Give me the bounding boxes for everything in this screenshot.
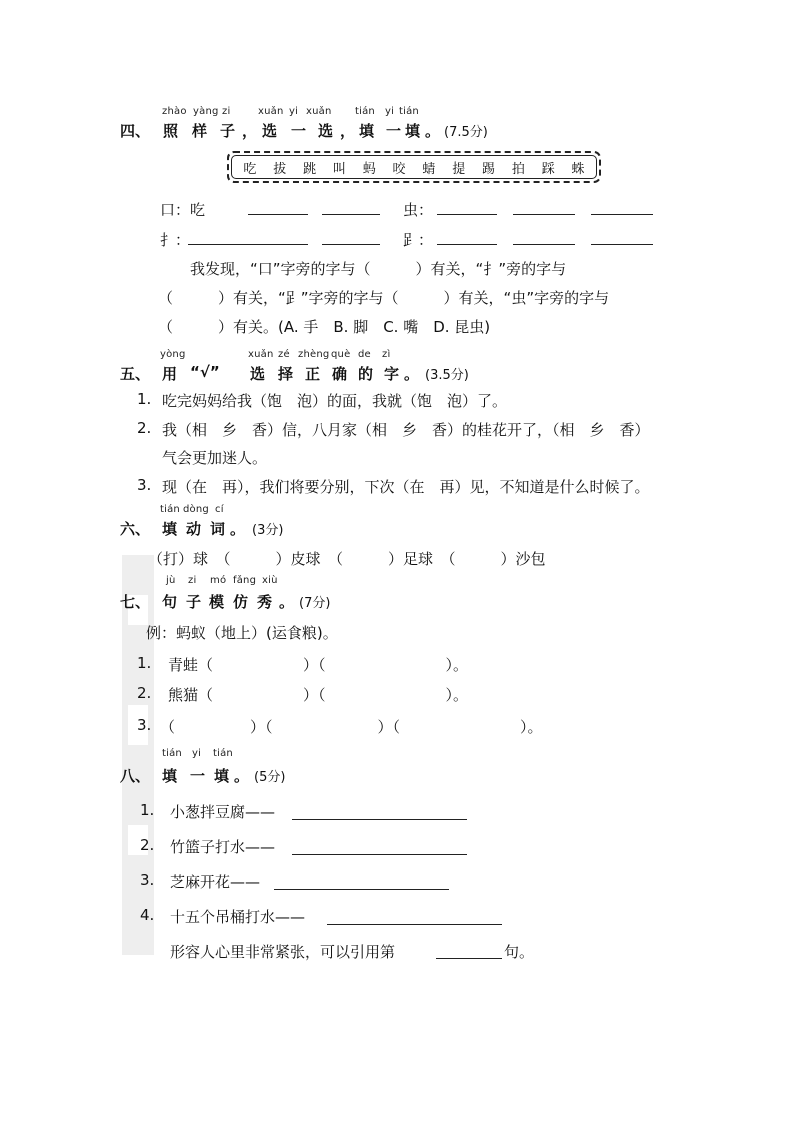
title-char: 子 [220,122,236,140]
item-number: 3. [137,476,152,494]
title-char: 一 [190,767,206,785]
title-char: 一 [291,122,307,140]
title-char: 照 [163,122,179,140]
box-char: 拍 [511,161,525,177]
pinyin: yàng [193,106,219,117]
pinyin: jù [166,575,176,586]
title-char: 填 [359,122,375,140]
score: (3分) [252,523,284,538]
title-char: 填 [162,520,178,538]
pinyin: yi [385,106,395,117]
section-number: 四、 [120,122,151,140]
pinyin: zi [222,106,231,117]
box-char: 蛛 [571,161,585,177]
title-char: 动 [186,520,202,538]
item-number: 1. [137,654,152,672]
item-text: 气会更加迷人。 [162,449,268,467]
title-char: 填 [405,122,421,140]
pinyin: tián [399,106,419,117]
item-number: 2. [137,419,152,437]
score: (3.5分) [425,368,469,383]
title-char: 句 [162,593,178,611]
pinyin: xiù [262,575,278,586]
title-char: 择 [278,365,294,383]
pinyin: tián [355,106,375,117]
title-char: 。 [234,767,250,785]
item-text: 青蛙（ ）（ ）。 [168,656,469,674]
pinyin: yi [289,106,299,117]
answer-blank[interactable] [292,854,467,855]
box-char: 吃 [243,161,257,177]
radical-mouth-label: 口：吃 [160,201,206,219]
answer-blank[interactable] [437,214,497,215]
pinyin: tián [160,504,180,515]
title-char: 选 [318,122,334,140]
title-char: 正 [305,365,321,383]
paragraph-line: （ ）有关，“𧾷”字旁的字与（ ）有关，“虫”字旁的字与 [158,289,610,307]
pinyin: xuǎn [258,106,284,117]
pinyin: zhào [162,106,187,117]
box-char: 拔 [273,161,287,177]
pinyin: dòng [183,504,209,515]
title-char: 样 [192,122,208,140]
title-char: ， [340,122,356,140]
item-number: 1. [140,801,155,819]
title-char: 选 [262,122,278,140]
item-number: 2. [137,684,152,702]
title-char: 子 [186,593,202,611]
item-text: 我（相 乡 香）信，八月家（相 乡 香）的桂花开了，（相 乡 香） [162,421,650,439]
paragraph-line: （ ）有关。(A. 手 B. 脚 C. 嘴 D. 昆虫) [158,318,491,336]
box-char: 踩 [541,161,555,177]
answer-blank[interactable] [248,214,308,215]
pinyin: fǎng [233,575,257,586]
title-char: 的 [358,365,374,383]
pinyin: zé [278,349,290,360]
pinyin: xuǎn [306,106,332,117]
radical-foot-label: 𧾷： [403,231,434,249]
pinyin: mó [210,575,227,586]
section-number: 七、 [120,593,151,611]
title-char: 词 [210,520,226,538]
answer-blank[interactable] [322,214,380,215]
box-char: 蜻 [422,161,436,177]
title-char: ， [242,122,258,140]
pinyin: yi [192,748,202,759]
item-text: 熊猫（ ）（ ）。 [168,686,469,704]
item-text: 十五个吊桶打水—— [170,908,306,926]
pinyin: què [331,349,351,360]
item-number: 4. [140,906,155,924]
box-char: 咬 [392,161,406,177]
title-char: 字 [384,365,400,383]
item-text: （ ）（ ）（ ）。 [160,718,543,736]
summary-text-end: 句。 [504,943,535,961]
box-char: 踢 [482,161,496,177]
score: (7分) [299,596,331,611]
title-char: 。 [230,520,246,538]
answer-blank[interactable] [591,214,653,215]
title-char: 模 [209,593,225,611]
title-char: 用 [162,365,178,383]
paragraph-line: 我发现，“口”字旁的字与（ ）有关，“扌”旁的字与 [190,260,567,278]
answer-blank[interactable] [436,958,502,959]
section-number: 五、 [120,365,151,383]
pinyin: de [358,349,371,360]
answer-blank[interactable] [274,889,449,890]
fill-line: （打）球 （ ）皮球 （ ）足球 （ ）沙包 [148,550,546,568]
item-number: 2. [140,836,155,854]
example-line: 例：蚂蚁（地上）(运食粮)。 [146,624,338,642]
answer-blank[interactable] [513,244,575,245]
title-char: 一 [386,122,402,140]
title-char: 填 [162,767,178,785]
title-char: 。 [279,593,295,611]
item-number: 3. [140,871,155,889]
pinyin: zhèng [298,349,330,360]
section-number: 八、 [120,767,151,785]
answer-blank[interactable] [591,244,653,245]
box-char: 叫 [332,161,346,177]
title-char: 选 [250,365,266,383]
title-char: 确 [332,365,348,383]
title-char: 。 [425,122,441,140]
item-text: 芝麻开花—— [170,873,261,891]
character-box [227,151,601,183]
answer-blank[interactable] [292,819,467,820]
answer-blank[interactable] [248,244,308,245]
radical-insect-label: 虫： [403,201,434,219]
item-number: 1. [137,390,152,408]
title-char: 。 [404,365,420,383]
title-char: “√” [190,363,220,381]
pinyin: tián [162,748,182,759]
pinyin: zì [382,349,391,360]
section-number: 六、 [120,520,151,538]
item-text: 竹篮子打水—— [170,838,276,856]
title-char: 秀 [257,593,273,611]
radical-hand-label: 扌： [160,231,191,249]
title-char: 仿 [233,593,249,611]
item-text: 小葱拌豆腐—— [170,803,276,821]
box-char: 提 [452,161,466,177]
answer-blank[interactable] [437,244,497,245]
pinyin: xuǎn [248,349,274,360]
score: (5分) [254,770,286,785]
answer-blank[interactable] [322,244,380,245]
item-text: 现（在 再），我们将要分别，下次（在 再）见，不知道是什么时候了。 [162,478,650,496]
box-char: 跳 [303,161,317,177]
watermark [118,555,158,955]
answer-blank[interactable] [188,244,248,245]
pinyin: yòng [160,349,186,360]
answer-blank[interactable] [327,924,502,925]
pinyin: tián [213,748,233,759]
box-char: 蚂 [362,161,376,177]
item-text: 吃完妈妈给我（饱 泡）的面，我就（饱 泡）了。 [162,392,508,410]
title-char: 填 [214,767,230,785]
pinyin: zi [188,575,197,586]
answer-blank[interactable] [513,214,575,215]
item-number: 3. [137,716,152,734]
pinyin: cí [215,504,224,515]
score: (7.5分) [444,125,488,140]
summary-text: 形容人心里非常紧张，可以引用第 [170,943,396,961]
